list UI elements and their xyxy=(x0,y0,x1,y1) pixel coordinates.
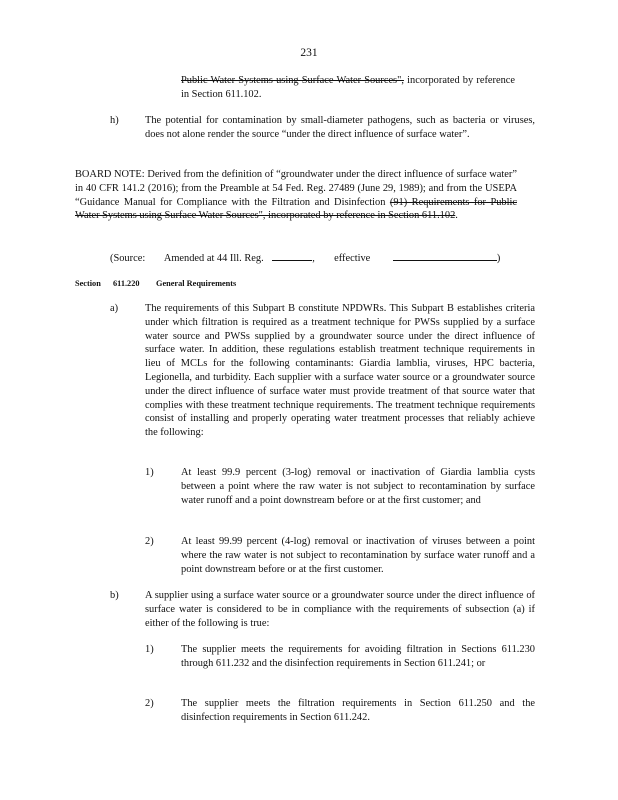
item-a1-text: At least 99.9 percent (3-log) removal or inactivation of Giardia lamblia cysts between a point where the raw water is not subject to recontamination by surface water runoff and a point downstream before or at the first customer; and xyxy=(181,467,535,506)
struck-text: Public Water Systems using Surface Water Sources", xyxy=(181,75,404,86)
item-a-label: a) xyxy=(110,303,119,314)
item-h-label: h) xyxy=(110,115,119,126)
item-b2-text: The supplier meets the filtration requirements in Section 611.250 and the disinfection requirements in Section 611.242. xyxy=(181,698,535,723)
paragraph-text: incorporated by reference in Section 611.102. xyxy=(181,75,516,100)
board-note-struck: (91) Requirements for Public Water Systems using Surface Water Sources", incorporated by reference in Section 611.102 xyxy=(75,196,517,222)
source-open: (Source: xyxy=(110,253,146,264)
section-heading xyxy=(75,277,236,291)
item-a2-label: 2) xyxy=(145,536,154,547)
item-a1-label: 1) xyxy=(145,467,154,478)
item-h-text: The potential for contamination by small-diameter pathogens, such as bacteria or viruses, does not alone render the source “under the direct influence of surface water”. xyxy=(145,115,535,140)
section-number: 611.220 xyxy=(113,279,140,288)
section-title: General Requirements xyxy=(156,279,237,288)
source-amended: Amended at 44 Ill. Reg. xyxy=(163,253,264,264)
item-b-text: A supplier using a surface water source or a groundwater source under the direct influence of surface water is considered to be in compliance with the requirements of subsection (a) if either of the following is true: xyxy=(145,590,535,629)
source-line xyxy=(110,250,500,266)
effective-blank xyxy=(393,250,497,261)
item-a-text: The requirements of this Subpart B constitute NPDWRs. This Subpart B establishes criteria under which filtration is required as a treatment technique for PWSs supplied by a surface water source and PWSs supplied by a groundwater source under the direct influence of surface water. In addition, these regulations establish treatment technique requirements in lieu of MCLs for the following contaminants: Giardia lamblia, viruses, HPC bacteria, Legionella, and turbidity. Each supplier with a surface water source or a groundwater source under the direct influence of surface water must provide treatment of that source water that complies with these treatment technique requirements. The treatment technique requirements consist of installing and properly operating water treatment processes that reliably achieve the following: xyxy=(145,303,535,439)
register-blank xyxy=(272,250,312,261)
section-word: Section xyxy=(75,279,101,288)
source-effective: effective xyxy=(334,253,371,264)
board-note-end: . xyxy=(455,210,458,222)
page-number: 231 xyxy=(300,47,318,59)
item-b2-label: 2) xyxy=(145,698,154,709)
item-b1-text: The supplier meets the requirements for avoiding filtration in Sections 611.230 through 611.232 and the disinfection requirements in Section 611.241; or xyxy=(181,644,535,669)
source-close: ) xyxy=(496,253,501,264)
continued-paragraph xyxy=(181,74,515,102)
board-note xyxy=(75,168,517,223)
item-a2-text: At least 99.99 percent (4-log) removal or inactivation of viruses between a point where the raw water is not subject to recontamination by surface water runoff and a point downstream before or at the first customer. xyxy=(181,536,535,575)
item-b-label: b) xyxy=(110,590,119,601)
source-comma: , xyxy=(312,253,315,264)
board-note-text: BOARD NOTE: Derived from the definition of “groundwater under the direct influence of surface water” in 40 CFR 141.2 (2016); from the Preamble at 54 Fed. Reg. 27489 (June 29, 1989); and from the USEPA “Guidance Manual for Compliance with the Filtration and Disinfection xyxy=(75,169,517,208)
item-b1-label: 1) xyxy=(145,644,154,655)
